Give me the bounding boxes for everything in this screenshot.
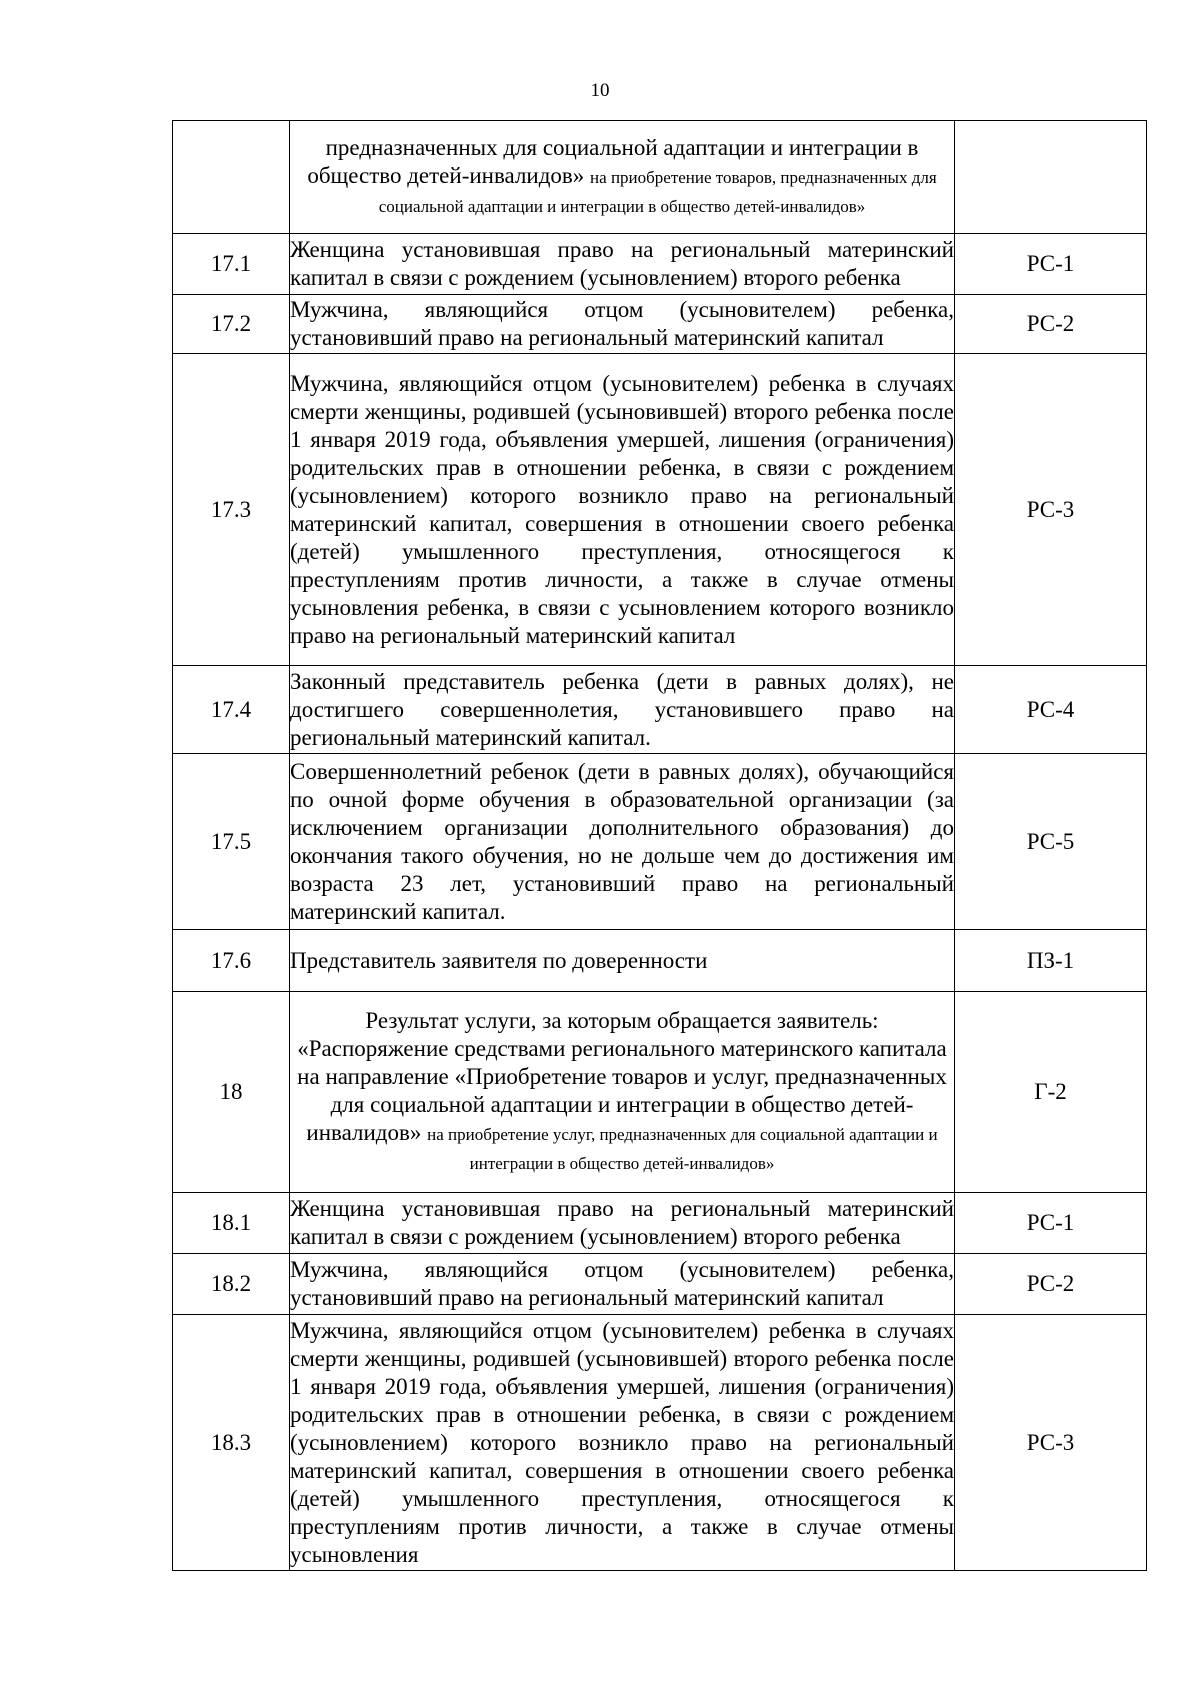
table-row (173, 1254, 1147, 1315)
row-text-cell: Женщина установившая право на региональный материнский капитал в связи с рождением (усыновлением) второго ребенка (290, 234, 955, 295)
row-text-cell (290, 121, 955, 234)
row-text-cell: Мужчина, являющийся отцом (усыновителем) ребенка в случаях смерти женщины, родившей (усыновившей) второго ребенка после 1 января 2019 года, объявления умершей, лишения (ограничения) родительских прав в отношении ребенка, в связи с рождением (усыновлением) которого возникло право на региональный материнский капитал, совершения в отношении своего ребенка (детей) умышленного преступления, относящегося к преступлениям против личности, а также в случае отмены усыновления ребенка, в связи с усыновлением которого возникло право на региональный материнский капитал (290, 354, 955, 666)
result-subtext: на приобретение товаров, предназначенных для социальной адаптации и интеграции в общество детей-инвалидов» (378, 168, 937, 216)
row-number-cell: 17.1 (173, 234, 290, 295)
row-number-cell: 18.1 (173, 1193, 290, 1254)
row-number-cell: 18.2 (173, 1254, 290, 1315)
table-row (173, 1315, 1147, 1571)
row-code-cell: РС-1 (955, 1193, 1147, 1254)
row-code-cell: РС-4 (955, 666, 1147, 754)
row-code-cell: ПЗ-1 (955, 930, 1147, 992)
row-number-cell: 18 (173, 992, 290, 1193)
row-text-cell (290, 992, 955, 1193)
row-text-cell: Представитель заявителя по доверенности (290, 930, 955, 992)
applicant-category-table (172, 120, 1147, 1571)
row-number-cell: 17.2 (173, 295, 290, 354)
table-row (173, 295, 1147, 354)
row-code-cell: Г-2 (955, 992, 1147, 1193)
page-number: 10 (590, 80, 610, 101)
row-text-cell: Женщина установившая право на региональный материнский капитал в связи с рождением (усыновлением) второго ребенка (290, 1193, 955, 1254)
row-code-cell: РС-2 (955, 295, 1147, 354)
row-text-cell: Мужчина, являющийся отцом (усыновителем) ребенка, установивший право на региональный материнский капитал (290, 1254, 955, 1315)
row-number-cell: 17.6 (173, 930, 290, 992)
row-text-cell: Законный представитель ребенка (дети в равных долях), не достигшего совершеннолетия, установившего право на региональный материнский капитал. (290, 666, 955, 754)
table-row (173, 121, 1147, 234)
table-row (173, 234, 1147, 295)
result-subtext: на приобретение услуг, предназначенных для социальной адаптации и интеграции в общество детей-инвалидов» (427, 1125, 938, 1173)
row-code-cell: РС-2 (955, 1254, 1147, 1315)
row-text-cell: Мужчина, являющийся отцом (усыновителем) ребенка в случаях смерти женщины, родившей (усыновившей) второго ребенка после 1 января 2019 года, объявления умершей, лишения (ограничения) родительских прав в отношении ребенка, в связи с рождением (усыновлением) которого возникло право на региональный материнский капитал, совершения в отношении своего ребенка (детей) умышленного преступления, относящегося к преступлениям против личности, а также в случае отмены усыновления (290, 1315, 955, 1571)
table-row (173, 354, 1147, 666)
result-text: предназначенных для социальной адаптации и интеграции в общество детей-инвалидов» (307, 135, 919, 188)
row-code-cell: РС-3 (955, 1315, 1147, 1571)
row-code-cell (955, 121, 1147, 234)
table-row (173, 930, 1147, 992)
row-text-cell: Мужчина, являющийся отцом (усыновителем) ребенка, установивший право на региональный материнский капитал (290, 295, 955, 354)
row-code-cell: РС-5 (955, 754, 1147, 930)
row-text-cell: Совершеннолетний ребенок (дети в равных долях), обучающийся по очной форме обучения в образовательной организации (за исключением организации дополнительного образования) до окончания такого обучения, но не дольше чем до достижения им возраста 23 лет, установивший право на региональный материнский капитал. (290, 754, 955, 930)
row-code-cell: РС-3 (955, 354, 1147, 666)
table-row (173, 666, 1147, 754)
row-number-cell (173, 121, 290, 234)
row-number-cell: 18.3 (173, 1315, 290, 1571)
row-number-cell: 17.4 (173, 666, 290, 754)
row-code-cell: РС-1 (955, 234, 1147, 295)
row-number-cell: 17.3 (173, 354, 290, 666)
row-number-cell: 17.5 (173, 754, 290, 930)
table-row (173, 992, 1147, 1193)
table-row (173, 754, 1147, 930)
result-text: Результат услуги, за которым обращается заявитель: «Распоряжение средствами регионального материнского капитала на направление «Приобретение товаров и услуг, предназначенных для социальной адаптации и интеграции в общество детей-инвалидов» (297, 1008, 947, 1145)
table-row (173, 1193, 1147, 1254)
